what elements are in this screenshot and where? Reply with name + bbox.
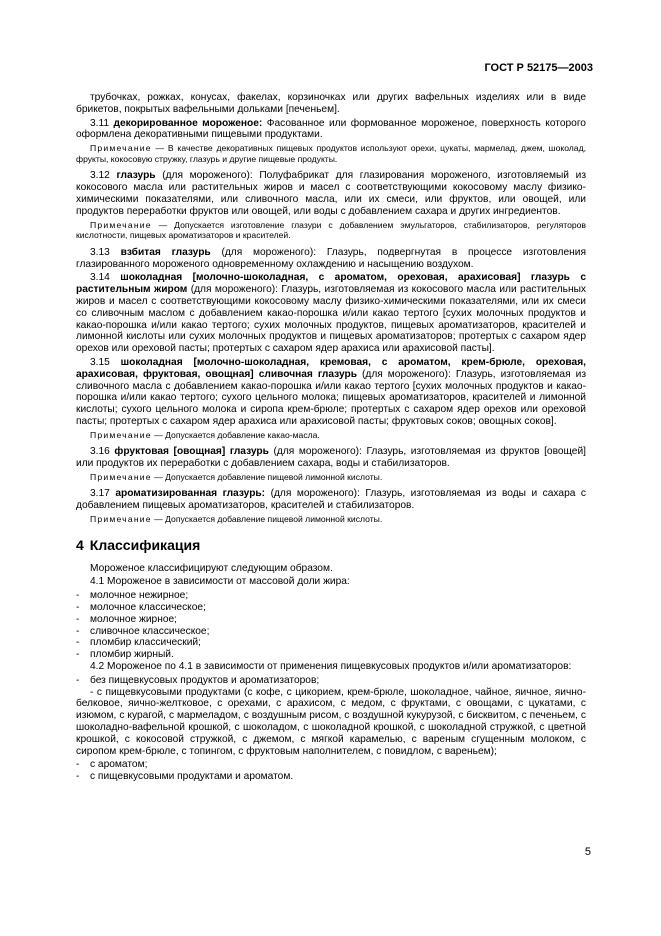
note [76,472,586,483]
list-item-text: пломбир классический; [90,637,201,649]
defined-term: шоколадная [молочно-шоколадная, кремовая, с ароматом, крем-брюле, ореховая, арахисовая, фруктовая, овощная] сливочная глазурь [76,356,586,380]
paragraph: 4.2 Мороженое по 4.1 в зависимости от применения пищевкусовых продуктов и/или ароматизаторов: [90,661,572,673]
paragraph: трубочках, рожках, конусах, факелах, корзиночках или других вафельных изделиях или в виде брикетов, покрытых вафельными дольками [печеньем]. [76,92,586,115]
list-item-text: молочное классическое; [90,602,206,614]
list-dash: - [76,674,80,686]
definition-3-16 [76,446,586,470]
list-item [76,759,586,771]
clause-number: 3.16 [90,446,115,458]
clause-number: 3.17 [90,488,116,500]
definition-text: (для мороженого): Глазурь, подвергнутая в процессе изготовления глазированного мороженого одновременному охлаждению и насыщению воздухом. [76,246,587,270]
defined-term: фруктовая [овощная] глазурь [114,446,269,458]
section-title: Классификация [89,536,201,553]
defined-term: шоколадная [молочно-шоколадная, с ароматом, ореховая, арахисовая] глазурь с растительным жиром [76,272,586,296]
section-number: 4 [76,536,84,553]
note-text: — Допускается добавление какао-масла. [151,429,320,440]
note-label: Примечание [90,471,152,482]
list-item-text: с ароматом; [90,759,148,771]
definition-text: (для мороженого): Полуфабрикат для глазирования мороженого, изготовляемый из кокосового масла или растительных жиров и масел с соответствующими кокосовому маслу физико-химическими показателями, или сливочного масла, или их смеси, или фруктов, или овощей, или продуктов переработки фруктов или овощей, или воды с добавлением сахара и других ингредиентов. [76,170,586,217]
list-item [76,771,586,783]
definition-text: (для мороженого): Глазурь, изготовляемая из кокосового масла или растительных жиров и масел с соответствующими кокосовому маслу физико-химическими показателями, или их смеси со сливочным маслом с добавлением какао-порошка и/или какао тертого [сухих молочных продуктов и какао-порошка и/или какао тертого; сухих молочных продуктов, пищевых ароматизаторов, красителей и лимонной кислоты или сухих молочных продуктов и пищевых ароматизаторов; протертых с сахаром ядер орехов или ореховой пасты; протертых с сахаром ядер арахиса или арахисовой пасты]. [76,284,586,355]
defined-term: ароматизированная глазурь: [115,488,266,500]
definition-3-13 [76,247,586,271]
list-item [76,590,586,602]
list-dash: - [76,771,80,783]
definition-3-14 [76,272,586,355]
clause-number: 3.14 [90,272,121,284]
list-item [76,637,586,649]
list-dash: - [76,759,80,771]
document-body [76,92,586,783]
note-text: — Допускается изготовление глазури с добавлением эмульгаторов, стабилизаторов, регуляторов кислотности, пищевых ароматизаторов и красителей. [76,219,586,241]
definition-text: (для мороженого): Глазурь, изготовляемая из воды и сахара с добавлением пищевых ароматизаторов, красителей и стабилизаторов. [76,488,586,512]
clause-number: 3.12 [90,170,117,182]
paragraph: 4.1 Мороженое в зависимости от массовой доли жира: [90,576,350,588]
list-item [76,675,586,687]
clause-number: 3.13 [90,246,121,258]
list-item: - с пищевкусовыми продуктами (с кофе, с цикорием, крем-брюле, шоколадное, чайное, яичное, яично-белковое, яично-желтковое, с орехами, с арахисом, с медом, с фруктами, с овощами, с цукатами, с изюмом, с курагой, с мармеладом, с воздушным рисом, с воздушной кукурузой, с бисквитом, с печеньем, с шоколадно-вафельной крошкой, с шоколадом, с шоколадной крошкой, с шоколадной стружкой, с цветной крошкой, с кокосовой стружкой, с джемом, с мягкой карамелью, с вареным сгущенным молоком, с сиропом крем-брюле, с топингом, с фруктовым наполнителем, с повидлом, с вареньем); [76,686,586,757]
list-dash: - [76,590,80,602]
definition-3-11 [76,118,586,142]
note-text: — В качестве декоративных пищевых продуктов используют орехи, цукаты, мармелад, джем, шоколад, фрукты, кокосовую стружку, глазурь и другие пищевые продукты. [76,143,586,164]
clause-number: 3.11 [90,117,114,129]
defined-term: глазурь [116,170,156,182]
document-header: ГОСТ Р 52175—2003 [484,62,593,74]
list-item [76,614,586,626]
list-dash: - [76,625,80,637]
definition-3-17 [76,488,586,512]
note [76,220,586,241]
definition-text: (для мороженого): Глазурь, изготовляемая из сливочного масла с добавлением какао-порошка и/или какао тертого [сухих молочных продуктов и какао-порошка и/или какао тертого; сухого цельного молока; пищевых ароматизаторов, красителей и лимонной кислоты; сухого цельного молока и сиропа крем-брюле; протертых с сахаром ядер орехов или ореховой пасты; протертых с сахаром ядер арахиса или арахисовой пасты; фруктовых соков; овощных соков]. [76,368,586,427]
list-item-text: сливочное классическое; [90,625,210,637]
note-text: — Допускается добавление пищевой лимонной кислоты. [151,514,383,525]
note-text: — Допускается добавление пищевой лимонной кислоты. [151,471,383,482]
definition-text: Фасованное или формованное мороженое, поверхность которого оформлена декоративными пищевыми продуктами. [76,117,586,141]
section-heading [76,537,586,553]
list-item [76,602,586,614]
list-item-text: без пищевкусовых продуктов и ароматизаторов; [90,674,320,686]
list-dash: - [76,613,80,625]
note [76,514,586,525]
definition-text: (для мороженого): Глазурь, изготовляемая из фруктов [овощей] или продуктов их переработки с добавлением сахара, воды и стабилизаторов. [76,446,586,470]
note [76,143,586,164]
list-item-text: с пищевкусовыми продуктами и ароматом. [90,771,294,783]
list-item-text: молочное нежирное; [90,590,189,602]
list-dash: - [76,637,80,649]
defined-term: взбитая глазурь [120,246,211,258]
list-item [76,649,586,661]
list-item-text: пломбир жирный. [90,649,174,661]
paragraph: Мороженое классифицируют следующим образом. [90,562,333,574]
note-label: Примечание [90,429,152,440]
note-label: Примечание [90,514,152,525]
note-label: Примечание [90,219,152,230]
clause-number: 3.15 [90,356,121,368]
list-dash: - [76,602,80,614]
list-item [76,626,586,638]
definition-3-12 [76,170,586,217]
note-label: Примечание [90,143,152,154]
list-item-text: молочное жирное; [90,613,178,625]
definition-3-15 [76,357,586,428]
note [76,430,586,441]
page-number: 5 [584,846,591,858]
defined-term: декорированное мороженое: [113,117,263,129]
list-dash: - [76,649,80,661]
